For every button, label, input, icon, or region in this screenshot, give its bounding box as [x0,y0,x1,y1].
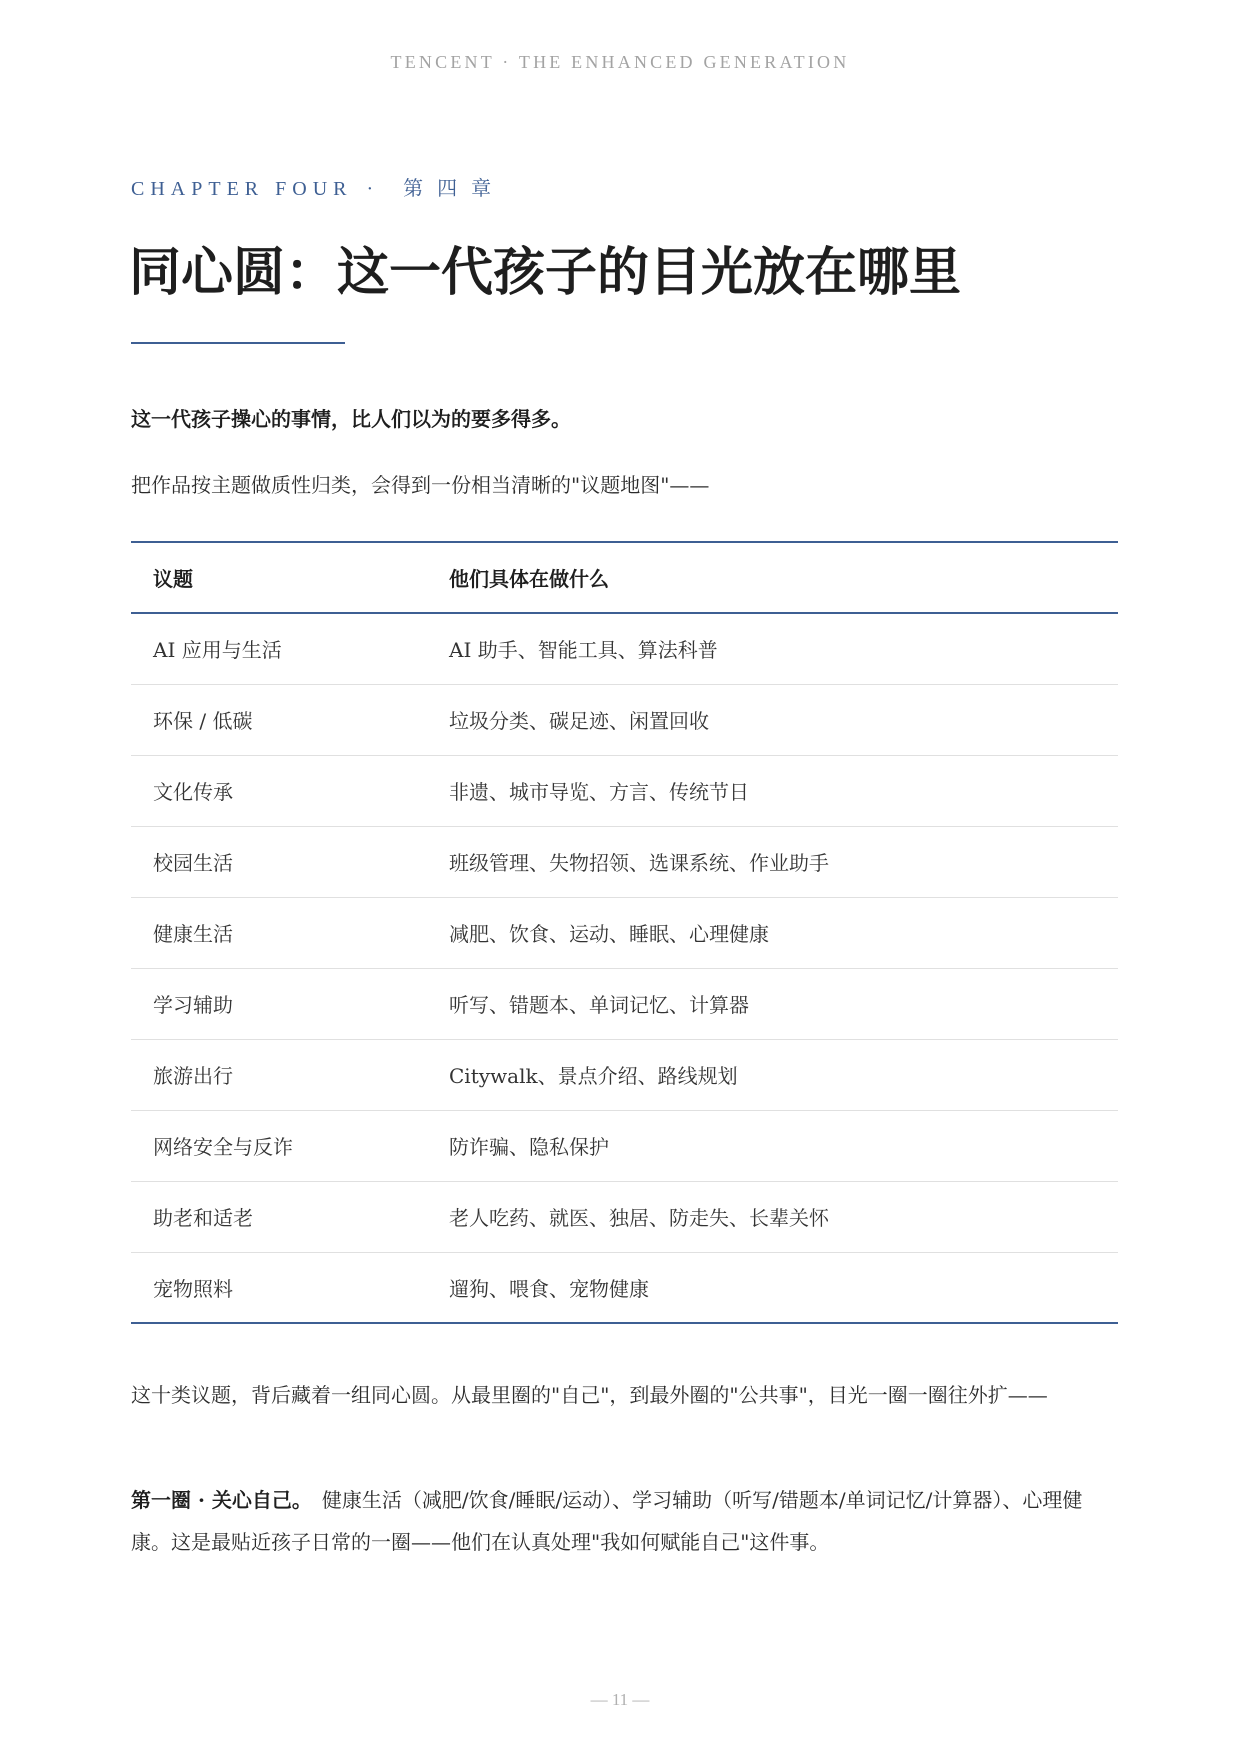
table-row [131,1110,1118,1181]
circle-one-body: 健康生活（减肥/饮食/睡眠/运动）、学习辅助（听写/错题本/单词记忆/计算器）、心理健康。这是最贴近孩子日常的一圈——他们在认真处理"我如何赋能自己"这件事。 [131,1488,1083,1554]
detail-cell: 班级管理、失物招领、选课系统、作业助手 [449,851,829,875]
detail-cell: 老人吃药、就医、独居、防走失、长辈关怀 [449,1206,829,1230]
detail-cell: 听写、错题本、单词记忆、计算器 [449,993,749,1017]
title-divider [131,342,345,344]
table-header-row [131,542,1118,613]
detail-cell: Citywalk、景点介绍、路线规划 [449,1064,738,1088]
detail-cell: 非遗、城市导览、方言、传统节日 [449,780,749,804]
table-row [131,613,1118,684]
topic-cell: 网络安全与反诈 [153,1135,293,1159]
detail-cell: 防诈骗、隐私保护 [449,1135,609,1159]
detail-cell: 遛狗、喂食、宠物健康 [449,1276,649,1301]
topic-cell: 环保 / 低碳 [153,709,253,733]
table-row [131,1181,1118,1252]
topic-cell: 学习辅助 [153,993,233,1017]
table-row [131,897,1118,968]
topic-cell: AI 应用与生活 [153,638,282,663]
table-row [131,684,1118,755]
lead-sentence: 这一代孩子操心的事情，比人们以为的要多得多。 [131,407,571,431]
page-number: — 11 — [590,1690,650,1709]
detail-cell: 减肥、饮食、运动、睡眠、心理健康 [449,922,769,946]
detail-cell: AI 助手、智能工具、算法科普 [449,638,718,663]
topic-cell: 健康生活 [153,922,233,946]
topic-cell: 宠物照料 [153,1276,233,1301]
chapter-separator: · [366,178,380,200]
topic-table [131,541,1118,1324]
column-header-detail: 他们具体在做什么 [449,567,609,591]
chapter-label-en: CHAPTER FOUR [131,178,353,200]
topic-cell: 助老和适老 [153,1206,253,1230]
table-row [131,1039,1118,1110]
table-row [131,826,1118,897]
table-row [131,1252,1118,1323]
page-title: 同心圆：这一代孩子的目光放在哪里 [129,243,962,303]
table-row [131,968,1118,1039]
circle-one-paragraph [131,1479,1121,1563]
chapter-label [131,172,505,201]
table-row [131,755,1118,826]
topic-cell: 旅游出行 [153,1064,233,1088]
detail-cell: 垃圾分类、碳足迹、闲置回收 [449,709,709,733]
topic-cell: 校园生活 [153,851,233,875]
topic-cell: 文化传承 [153,780,233,804]
column-header-topic: 议题 [153,567,193,591]
circle-one-heading: 第一圈 · 关心自己。 [131,1488,312,1512]
chapter-label-cn: 第四章 [403,178,506,200]
running-header: TENCENT · THE ENHANCED GENERATION [390,52,850,72]
intro-sentence: 把作品按主题做质性归类，会得到一份相当清晰的"议题地图"—— [131,473,710,497]
summary-paragraph: 这十类议题，背后藏着一组同心圆。从最里圈的"自己"，到最外圈的"公共事"，目光一圈一圈往外扩—— [131,1383,1048,1407]
